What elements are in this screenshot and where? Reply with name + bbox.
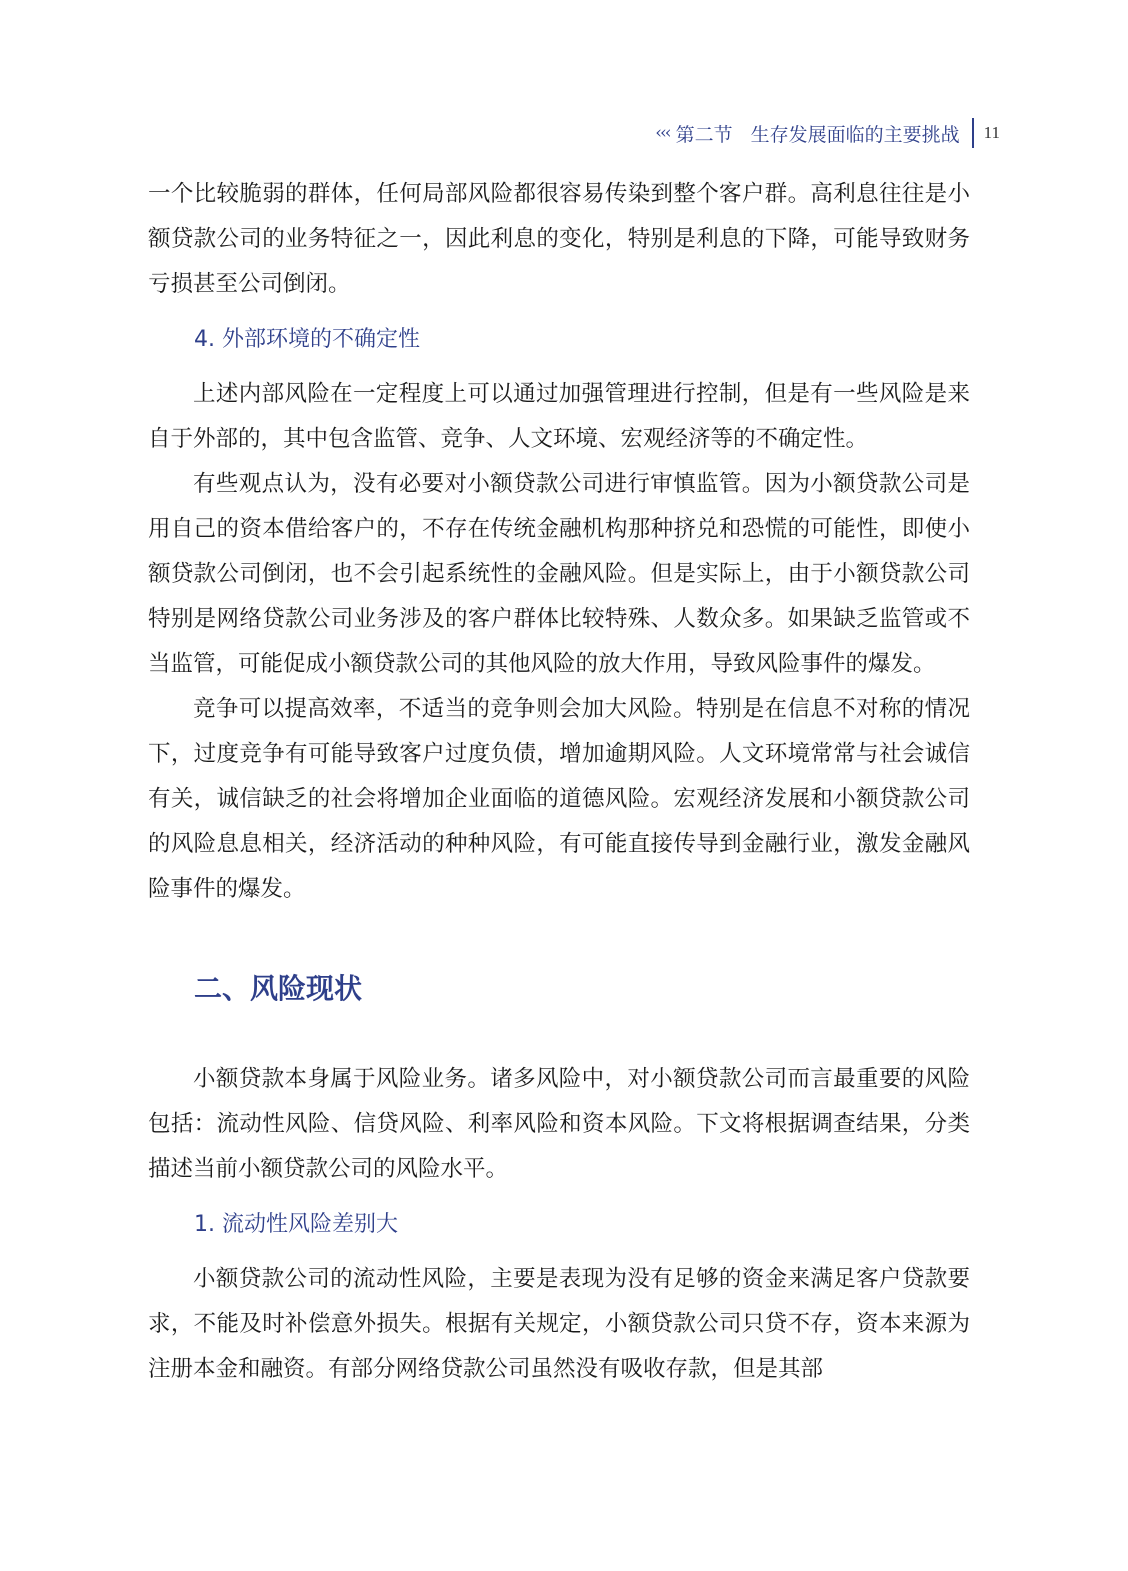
chevron-left-icon: ‹‹‹ <box>655 123 670 143</box>
header-divider <box>972 118 974 148</box>
page-number: 11 <box>983 123 1000 142</box>
section-heading: 二、风险现状 <box>194 972 363 1005</box>
chapter-title: 生存发展面临的主要挑战 <box>750 123 960 146</box>
paragraph: 有些观点认为，没有必要对小额贷款公司进行审慎监管。因为小额贷款公司是用自己的资本借给客户的，不存在传统金融机构那种挤兑和恐慌的可能性，即使小额贷款公司倒闭，也不会引起系统性的金融风险。但是实际上，由于小额贷款公司特别是网络贷款公司业务涉及的客户群体比较特殊、人数众多。如果缺乏监管或不当监管，可能促成小额贷款公司的其他风险的放大作用，导致风险事件的爆发。 <box>148 471 970 677</box>
paragraph: 上述内部风险在一定程度上可以通过加强管理进行控制，但是有一些风险是来自于外部的，其中包含监管、竞争、人文环境、宏观经济等的不确定性。 <box>148 381 970 452</box>
subheading-external-uncertainty: 4. 外部环境的不确定性 <box>194 327 420 352</box>
page-body <box>148 172 970 1392</box>
paragraph: 小额贷款公司的流动性风险，主要是表现为没有足够的资金来满足客户贷款要求，不能及时补偿意外损失。根据有关规定，小额贷款公司只贷不存，资本来源为注册本金和融资。有部分网络贷款公司虽然没有吸收存款，但是其部 <box>148 1266 970 1382</box>
paragraph-continuation: 一个比较脆弱的群体，任何局部风险都很容易传染到整个客户群。高利息往往是小额贷款公司的业务特征之一，因此利息的变化，特别是利息的下降，可能导致财务亏损甚至公司倒闭。 <box>148 181 970 297</box>
section-label: 第二节 <box>675 123 733 146</box>
subheading-liquidity-risk: 1. 流动性风险差别大 <box>194 1212 398 1237</box>
paragraph: 小额贷款本身属于风险业务。诸多风险中，对小额贷款公司而言最重要的风险包括：流动性风险、信贷风险、利率风险和资本风险。下文将根据调查结果，分类描述当前小额贷款公司的风险水平。 <box>148 1066 970 1182</box>
running-header <box>655 118 1000 148</box>
paragraph: 竞争可以提高效率，不适当的竞争则会加大风险。特别是在信息不对称的情况下，过度竞争有可能导致客户过度负债，增加逾期风险。人文环境常常与社会诚信有关，诚信缺乏的社会将增加企业面临的道德风险。宏观经济发展和小额贷款公司的风险息息相关，经济活动的种种风险，有可能直接传导到金融行业，激发金融风险事件的爆发。 <box>148 696 970 902</box>
